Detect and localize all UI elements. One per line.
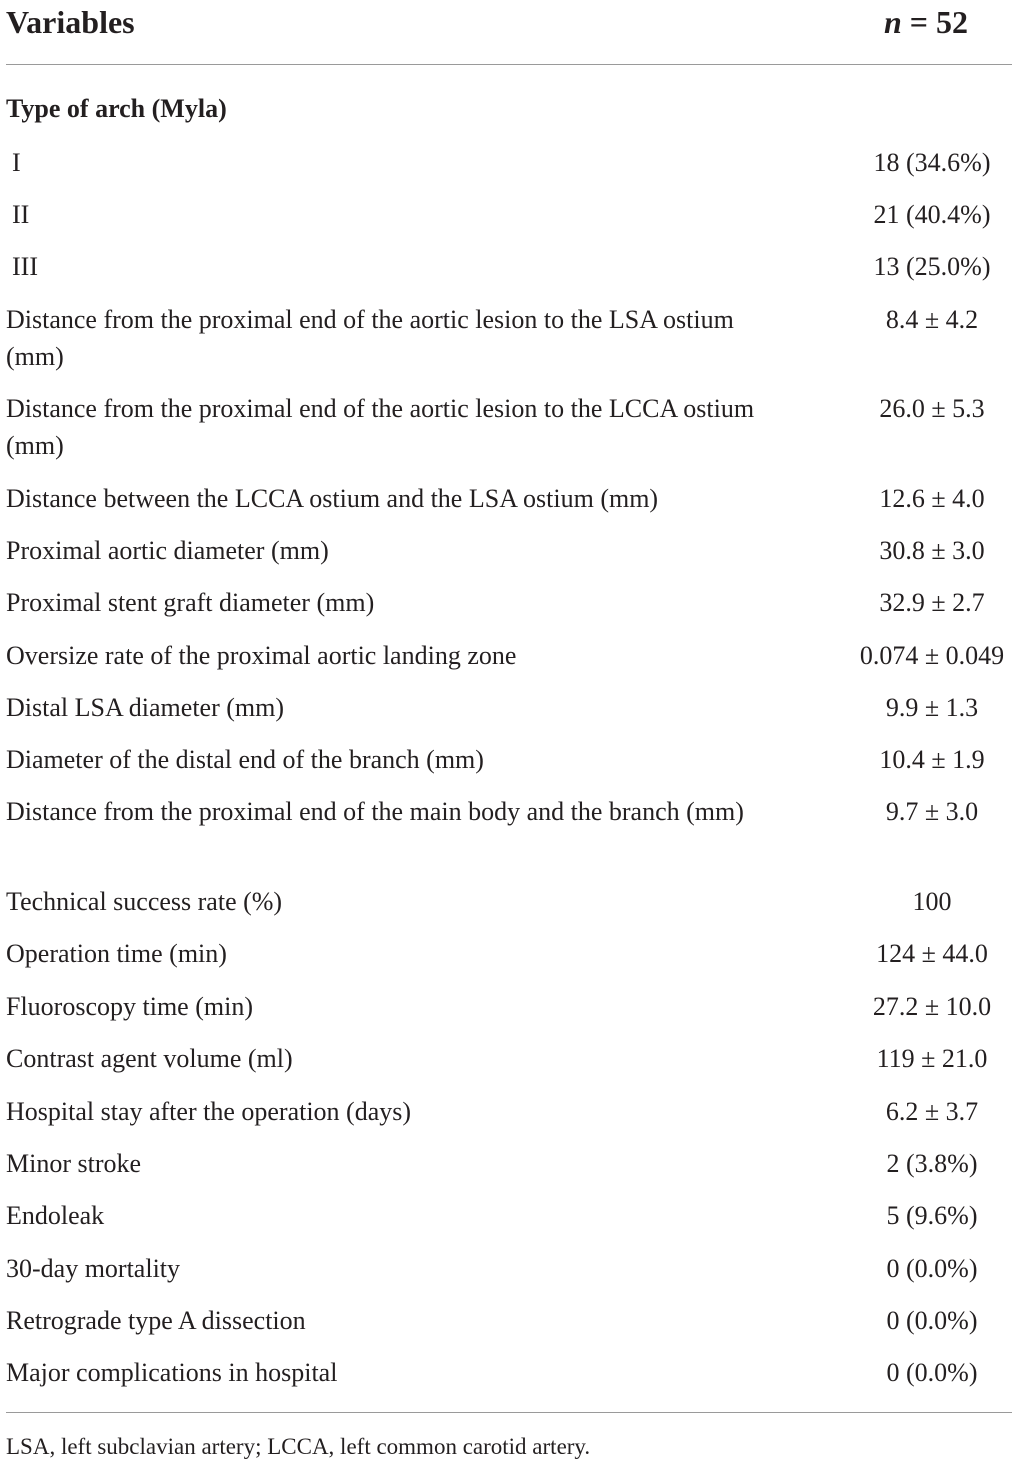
row-label: Oversize rate of the proximal aortic landing zone <box>6 641 517 670</box>
row-label: Distance from the proximal end of the main body and the branch (mm) <box>6 797 744 826</box>
row-label: Minor stroke <box>6 1149 142 1178</box>
variables-header: Variables <box>6 4 135 40</box>
n-value: = 52 <box>901 4 969 40</box>
table-header <box>0 0 1017 64</box>
sample-size-header <box>884 2 968 42</box>
row-value: 0 (0.0%) <box>886 1254 978 1283</box>
row-value: 10.4 ± 1.9 <box>879 745 985 774</box>
row-label: III <box>12 252 38 281</box>
row-value: 5 (9.6%) <box>886 1201 978 1230</box>
row-value: 13 (25.0%) <box>873 252 991 281</box>
row-label: Endoleak <box>6 1201 105 1230</box>
row-value: 6.2 ± 3.7 <box>885 1097 979 1126</box>
row-label: Retrograde type A dissection <box>6 1306 306 1335</box>
row-label: I <box>12 148 21 177</box>
row-label: Contrast agent volume (ml) <box>6 1044 293 1073</box>
row-label: Major complications in hospital <box>6 1358 338 1387</box>
row-value: 9.7 ± 3.0 <box>885 797 979 826</box>
row-label: Distance between the LCCA ostium and the LSA ostium (mm) <box>6 484 659 513</box>
row-label: Fluoroscopy time (min) <box>6 992 253 1021</box>
row-value: 18 (34.6%) <box>873 148 991 177</box>
row-label: Operation time (min) <box>6 939 227 968</box>
row-label: Distance from the proximal end of the aortic lesion to the LSA ostium (mm) <box>6 305 734 371</box>
row-label: Hospital stay after the operation (days) <box>6 1097 412 1126</box>
row-label: Proximal stent graft diameter (mm) <box>6 588 375 617</box>
row-value: 9.9 ± 1.3 <box>885 693 979 722</box>
row-value: 119 ± 21.0 <box>876 1044 988 1073</box>
row-value: 30.8 ± 3.0 <box>879 536 985 565</box>
row-label: Proximal aortic diameter (mm) <box>6 536 329 565</box>
row-value: 0 (0.0%) <box>886 1358 978 1387</box>
row-value: 32.9 ± 2.7 <box>879 588 985 617</box>
row-value: 26.0 ± 5.3 <box>879 394 985 423</box>
row-label: Technical success rate (%) <box>6 887 283 916</box>
row-value: 100 <box>912 887 952 916</box>
row-label: II <box>12 200 30 229</box>
row-label: Distance from the proximal end of the aortic lesion to the LCCA ostium (mm) <box>6 394 755 460</box>
row-label: Diameter of the distal end of the branch (mm) <box>6 745 484 774</box>
row-value: 0.074 ± 0.049 <box>859 641 1005 670</box>
n-symbol: n <box>884 4 902 40</box>
row-value: 124 ± 44.0 <box>876 939 988 968</box>
row-value: 2 (3.8%) <box>886 1149 978 1178</box>
row-value: 21 (40.4%) <box>873 200 991 229</box>
table-footnote: LSA, left subclavian artery; LCCA, left common carotid artery. <box>6 1434 591 1459</box>
section-title: Type of arch (Myla) <box>6 94 227 123</box>
row-label: 30-day mortality <box>6 1254 181 1283</box>
header-divider <box>6 64 1012 65</box>
footer-divider <box>6 1412 1012 1413</box>
row-value: 0 (0.0%) <box>886 1306 978 1335</box>
row-value: 12.6 ± 4.0 <box>879 484 985 513</box>
row-label: Distal LSA diameter (mm) <box>6 693 285 722</box>
row-value: 27.2 ± 10.0 <box>872 992 992 1021</box>
row-value: 8.4 ± 4.2 <box>885 305 979 334</box>
